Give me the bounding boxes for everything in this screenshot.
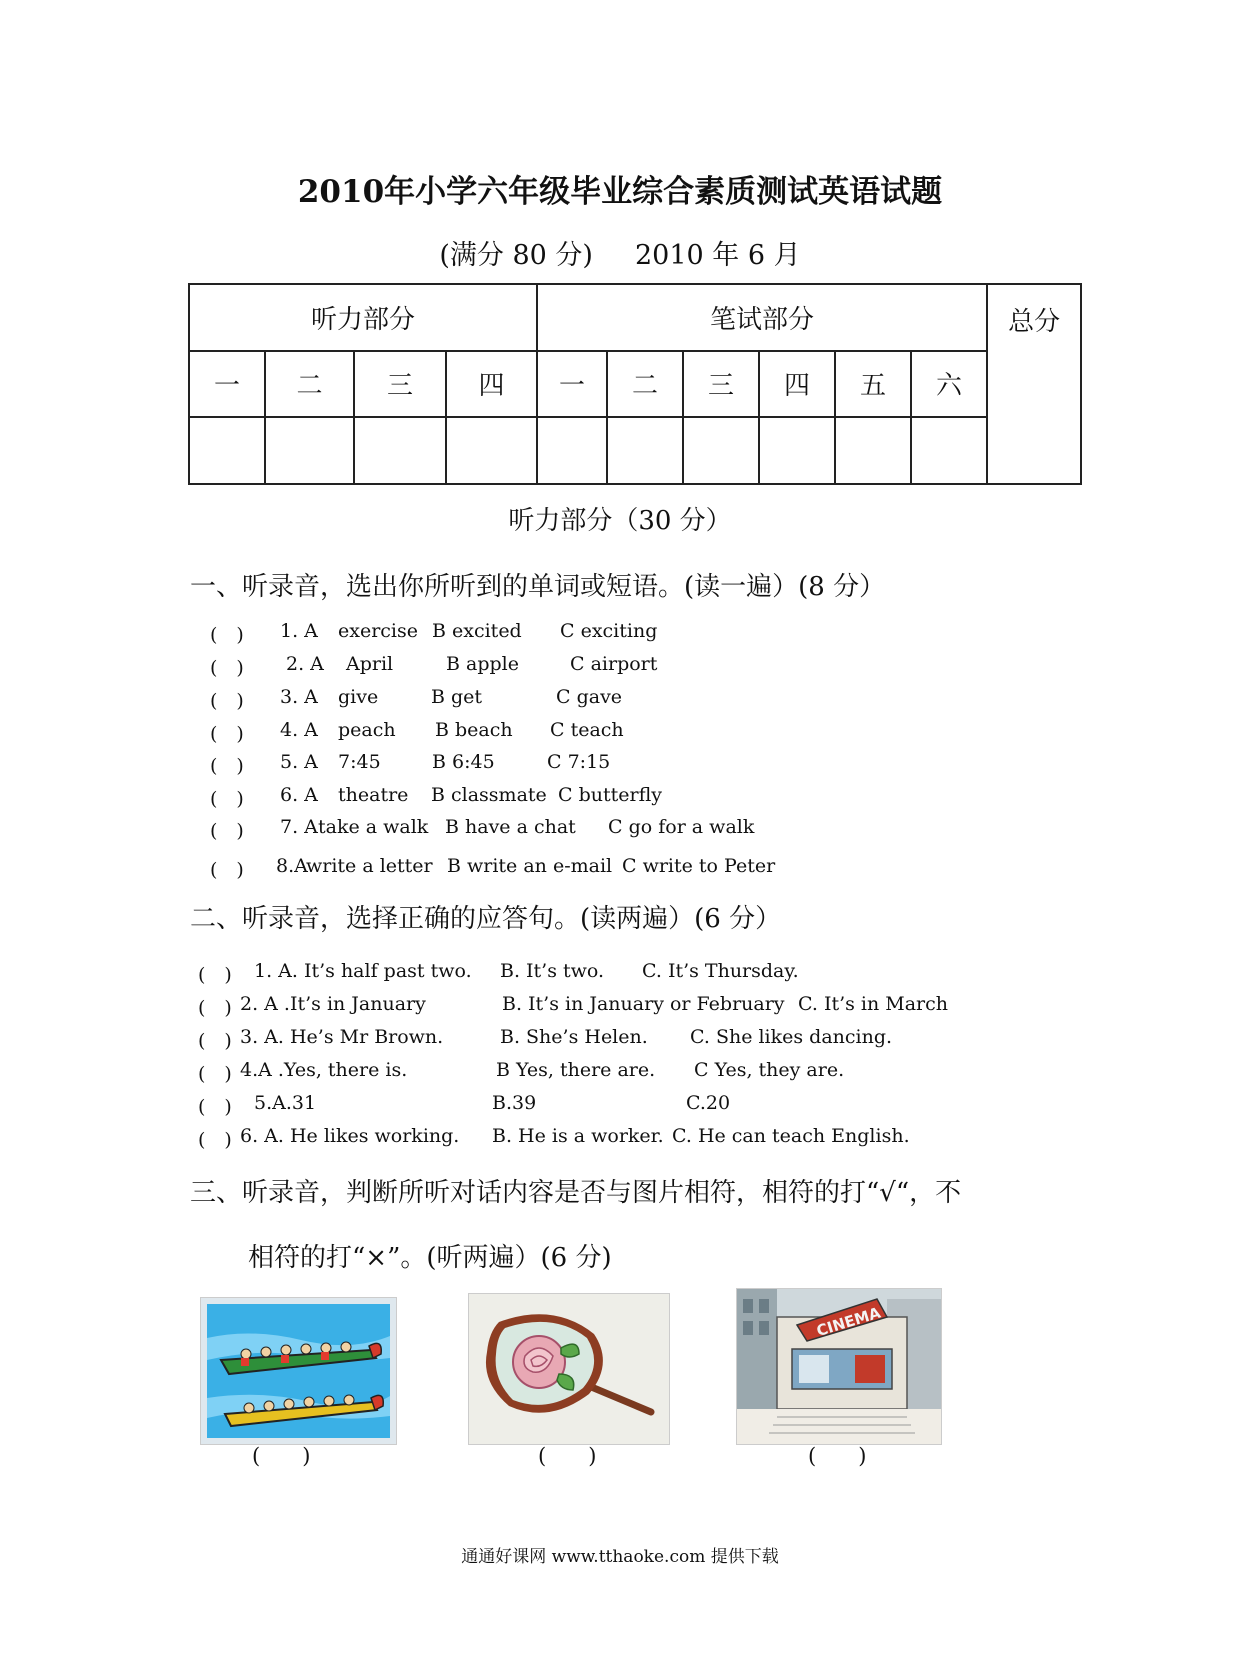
section2-heading: 二、听录音，选择正确的应答句。(读两遍）(6 分） (190, 904, 782, 934)
option-a: 3. A. He’s Mr Brown. (240, 1026, 444, 1048)
exam-date: 2010 年 6 月 (634, 240, 801, 271)
section3-heading-line2: 相符的打“×”。(听两遍）(6 分) (248, 1243, 612, 1273)
writing-col-2: 二 (607, 351, 683, 418)
answer-paren[interactable]: ( ) (210, 859, 244, 881)
option-a: theatre (338, 784, 409, 806)
item-number: 5. A (280, 751, 318, 773)
page-footer: 通通好课网 www.tthaoke.com 提供下载 (461, 1547, 779, 1567)
option-c: C.20 (686, 1092, 731, 1114)
fan-image (468, 1293, 670, 1445)
writing-col-3: 三 (683, 351, 759, 418)
option-a: 4.A .Yes, there is. (240, 1059, 408, 1081)
item-number: 3. A (280, 686, 318, 708)
option-b: B apple (446, 653, 519, 675)
listening-col-3: 三 (354, 351, 446, 418)
option-b: B classmate (431, 784, 547, 806)
exam-subtitle (0, 233, 1240, 272)
option-b: B beach (435, 719, 513, 741)
option-a: April (346, 653, 394, 675)
answer-paren[interactable]: ( ) (198, 1063, 232, 1085)
listening-header: 听力部分 (189, 284, 537, 351)
cinema-sign-text: CINEMA (814, 1303, 883, 1341)
score-cell[interactable] (265, 417, 354, 484)
answer-paren[interactable]: ( ) (198, 964, 232, 986)
answer-paren[interactable]: ( ) (198, 1096, 232, 1118)
item-number: 4. A (280, 719, 318, 741)
option-c: C. She likes dancing. (690, 1026, 893, 1048)
item-number: 7. A (280, 816, 318, 838)
writing-header: 笔试部分 (537, 284, 987, 351)
option-a: write a letter (306, 855, 433, 877)
option-a: 7:45 (338, 751, 381, 773)
writing-col-5: 五 (835, 351, 911, 418)
score-cell[interactable] (835, 417, 911, 484)
item-number: 8.A (276, 855, 308, 877)
picture-3-answer[interactable]: ( ) (808, 1444, 867, 1468)
section1-heading: 一、听录音，选出你所听到的单词或短语。(读一遍）(8 分） (190, 572, 886, 602)
answer-paren[interactable]: ( ) (210, 788, 244, 810)
option-c: C write to Peter (622, 855, 776, 877)
option-c: C butterfly (558, 784, 662, 806)
answer-paren[interactable]: ( ) (210, 820, 244, 842)
option-b: B have a chat (445, 816, 576, 838)
score-cell[interactable] (354, 417, 446, 484)
listening-col-1: 一 (189, 351, 265, 418)
score-cell[interactable] (537, 417, 607, 484)
dragon-boat-image (200, 1297, 397, 1445)
option-b: B write an e-mail (447, 855, 613, 877)
option-b: B. It’s two. (500, 960, 605, 982)
score-cell[interactable] (911, 417, 987, 484)
total-header: 总分 (987, 284, 1081, 484)
option-a: 2. A .It’s in January (240, 993, 426, 1015)
option-a: take a walk (318, 816, 429, 838)
option-c: C. It’s in March (798, 993, 949, 1015)
option-b: B. It’s in January or February (502, 993, 785, 1015)
option-c: C. He can teach English. (672, 1125, 910, 1147)
option-b: B excited (432, 620, 522, 642)
listening-col-2: 二 (265, 351, 354, 418)
score-cell[interactable] (446, 417, 537, 484)
option-c: C airport (570, 653, 658, 675)
writing-col-6: 六 (911, 351, 987, 418)
score-cell[interactable] (189, 417, 265, 484)
item-number: 2. A (286, 653, 324, 675)
exam-title: 2010年小学六年级毕业综合素质测试英语试题 (297, 174, 943, 210)
option-b: B. He is a worker. (492, 1125, 664, 1147)
full-score: (满分 80 分) (439, 240, 593, 271)
option-c: C gave (556, 686, 623, 708)
cinema-image (736, 1288, 942, 1445)
answer-paren[interactable]: ( ) (210, 723, 244, 745)
option-a: 5.A.31 (254, 1092, 317, 1114)
score-cell[interactable] (759, 417, 835, 484)
answer-paren[interactable]: ( ) (210, 657, 244, 679)
answer-paren[interactable]: ( ) (198, 1129, 232, 1151)
option-c: C 7:15 (547, 751, 611, 773)
option-c: C go for a walk (608, 816, 755, 838)
item-number: 6. A (280, 784, 318, 806)
answer-paren[interactable]: ( ) (198, 1030, 232, 1052)
option-b: B get (431, 686, 483, 708)
option-b: B. She’s Helen. (500, 1026, 648, 1048)
answer-paren[interactable]: ( ) (198, 997, 232, 1019)
answer-paren[interactable]: ( ) (210, 624, 244, 646)
picture-2-answer[interactable]: ( ) (538, 1444, 597, 1468)
score-cell[interactable] (607, 417, 683, 484)
option-a: exercise (338, 620, 418, 642)
option-c: C exciting (560, 620, 658, 642)
option-a: 6. A. He likes working. (240, 1125, 460, 1147)
option-c: C Yes, they are. (694, 1059, 845, 1081)
option-c: C. It’s Thursday. (642, 960, 799, 982)
picture-1-answer[interactable]: ( ) (252, 1444, 311, 1468)
listening-col-4: 四 (446, 351, 537, 418)
section3-heading-line1: 三、听录音，判断所听对话内容是否与图片相符，相符的打“√“，不 (190, 1178, 962, 1208)
score-cell[interactable] (683, 417, 759, 484)
writing-col-1: 一 (537, 351, 607, 418)
option-b: B 6:45 (432, 751, 495, 773)
option-b: B Yes, there are. (496, 1059, 656, 1081)
option-c: C teach (550, 719, 624, 741)
option-a: peach (338, 719, 396, 741)
option-b: B.39 (492, 1092, 537, 1114)
option-a: give (338, 686, 379, 708)
score-table (188, 283, 1082, 485)
item-number: 1. A (280, 620, 318, 642)
listening-section-title: 听力部分（30 分） (508, 506, 732, 536)
writing-col-4: 四 (759, 351, 835, 418)
answer-paren[interactable]: ( ) (210, 755, 244, 777)
answer-paren[interactable]: ( ) (210, 690, 244, 712)
option-a: 1. A. It’s half past two. (254, 960, 472, 982)
